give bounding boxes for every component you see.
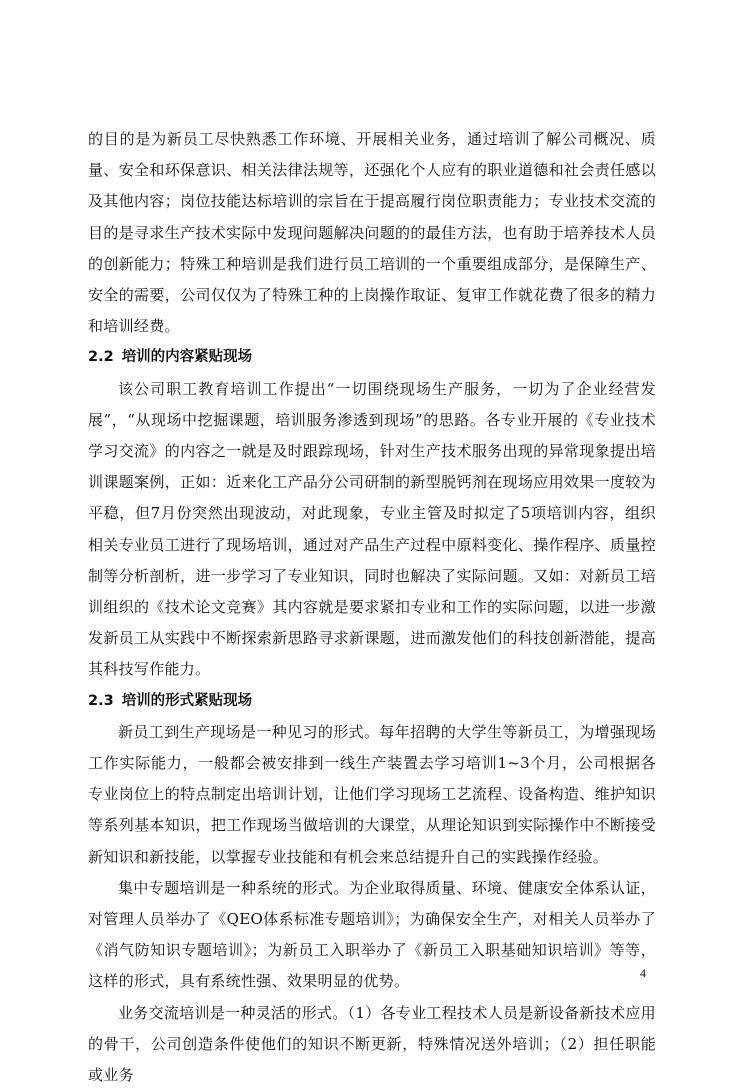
section-title: 培训的内容紧贴现场: [121, 349, 253, 366]
document-page: [88, 124, 656, 1091]
section-heading-2-3: [88, 686, 656, 717]
paragraph-intro: 的目的是为新员工尽快熟悉工作环境、开展相关业务，通过培训了解公司概况、质量、安全和环保意识、相关法律法规等，还强化个人应有的职业道德和社会责任感以及其他内容；岗位技能达标培训的宗旨在于提高履行岗位职责能力；专业技术交流的目的是寻求生产技术实际中发现问题解决问题的的最佳方法，也有助于培养技术人员的创新能力；特殊工种培训是我们进行员工培训的一个重要组成部分，是保障生产、安全的需要，公司仅仅为了特殊工种的上岗操作取证、复审工作就花费了很多的精力和培训经费。: [88, 130, 656, 336]
section-heading-2-2: [88, 342, 656, 373]
page-number: 4: [640, 966, 646, 980]
paragraph-new-employee-training: 新员工到生产现场是一种见习的形式。每年招聘的大学生等新员工，为增强现场工作实际能力，一般都会被安排到一线生产装置去学习培训1~3个月，公司根据各专业岗位上的特点制定出培训计划，让他们学习现场工艺流程、设备构造、维护知识等系列基本知识，把工作现场当做培训的大课堂，从理论知识到实际操作中不断接受新知识和新技能，以掌握专业技能和有机会来总结提升自己的实践操作经验。: [88, 722, 656, 866]
paragraph-focused-training: 集中专题培训是一种系统的形式。为企业取得质量、环境、健康安全体系认证，对管理人员举办了《QEO体系标准专题培训》；为确保安全生产，对相关人员举办了《消气防知识专题培训》；为新员工入职举办了《新员工入职基础知识培训》等等，这样的形式，具有系统性强、效果明显的优势。: [88, 878, 656, 991]
paragraph-exchange-training: 业务交流培训是一种灵活的形式。（1）各专业工程技术人员是新设备新技术应用的骨干，公司创造条件使他们的知识不断更新，特殊情况送外培训；（2）担任职能或业务: [88, 1003, 656, 1085]
section-number: 2.2: [88, 349, 114, 366]
section-title: 培训的形式紧贴现场: [121, 692, 253, 709]
paragraph-content-training: 该公司职工教育培训工作提出“一切围绕现场生产服务，一切为了企业经营发展”，“从现场中挖掘课题，培训服务渗透到现场”的思路。各专业开展的《专业技术学习交流》的内容之一就是及时跟踪现场，针对生产技术服务出现的异常现象提出培训课题案例，正如：近来化工产品分公司研制的新型脱钙剂在现场应用效果一度较为平稳，但7月份突然出现波动，对此现象，专业主管及时拟定了5项培训内容，组织相关专业员工进行了现场培训，通过对产品生产过程中原料变化、操作程序、质量控制等分析剖析，进一步学习了专业知识，同时也解决了实际问题。又如：对新员工培训组织的《技术论文竞赛》其内容就是要求紧扣专业和工作的实际问题，以进一步激发新员工从实践中不断探索新思路寻求新课题，进而激发他们的科技创新潜能，提高其科技写作能力。: [88, 379, 656, 679]
section-number: 2.3: [88, 692, 114, 709]
